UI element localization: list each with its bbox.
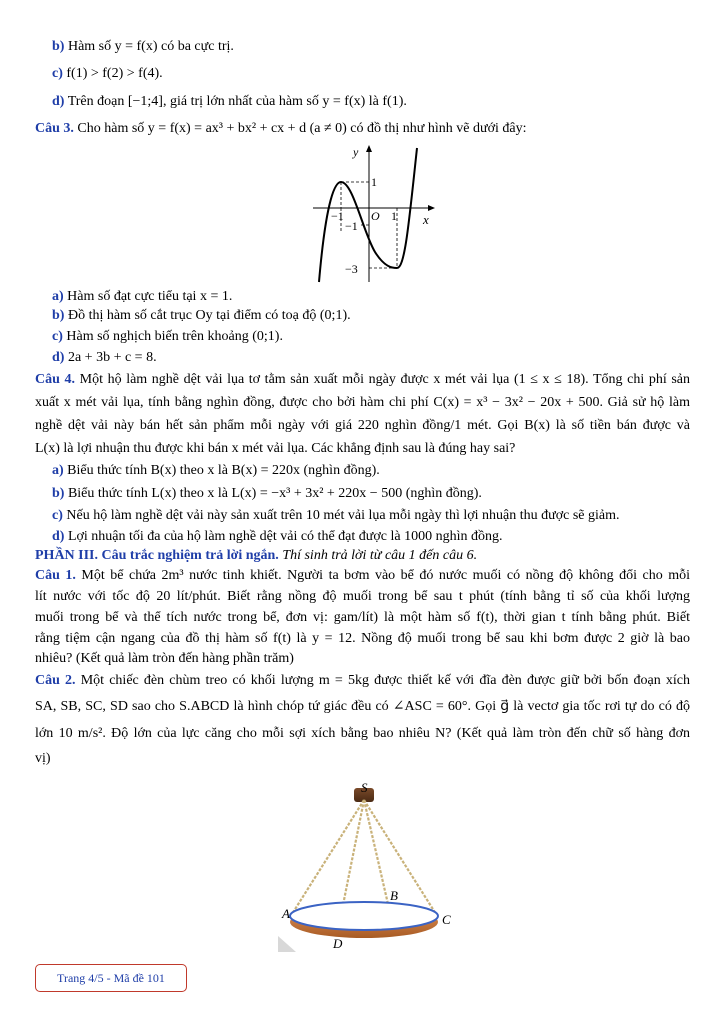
cau3-item-a [52, 288, 232, 306]
item-text: Hàm số y = f(x) có ba cực trị. [67, 39, 234, 54]
item-label: c) [52, 66, 63, 81]
cau3-stem [35, 120, 526, 138]
item-label: b) [52, 39, 65, 54]
cau4-item-a [52, 462, 380, 480]
item-text: Biểu thức tính L(x) theo x là L(x) = −x³ + 3x² + 220x − 500 (nghìn đồng). [67, 486, 482, 501]
item-label: a) [52, 289, 64, 304]
question-title: Câu 3. [35, 121, 74, 136]
cau4-line4: L(x) là lợi nhuận thu được khi bán x mét vải lụa. Các khẳng định sau là đúng hay sai? [35, 441, 516, 456]
p3c1-line2: lít nước với tốc độ 20 lít/phút. Biết rằng nồng độ muối trong bể sau t phút (tính bằng tỉ số của khối lượng [35, 589, 690, 604]
cau4-line1 [35, 371, 690, 389]
item-label: c) [52, 329, 63, 344]
question-title: Câu 1. [35, 568, 76, 583]
question-text: Một hộ làm nghề dệt vải lụa tơ tằm sản xuất mỗi ngày được x mét vải lụa (1 ≤ x ≤ 18). Tổng chi phí sản [79, 372, 691, 387]
label-D: D [333, 936, 343, 951]
label-C: C [442, 912, 451, 927]
p3c1-line4: rằng tiệm cận ngang của đồ thị hàm số f(t) là y = 12. Nồng độ muối trong bể sau khi bơm được 2 giờ là bao [35, 631, 690, 646]
cau3-item-b [52, 307, 351, 325]
p3c2-line3: lớn 10 m/s². Độ lớn của lực căng cho mỗi sợi xích bằng bao nhiêu N? (Kết quả làm tròn đến chữ số hàng đơn [35, 726, 690, 741]
tick-y-neg3: −3 [345, 262, 358, 276]
item-text: 2a + 3b + c = 8. [67, 350, 157, 365]
item-text: Hàm số đạt cực tiểu tại x = 1. [67, 289, 233, 304]
tick-x-pos: 1 [391, 209, 397, 223]
item-text: Đồ thị hàm số cắt trục Oy tại điểm có toạ độ (0;1). [67, 308, 351, 323]
cau4-item-b [52, 485, 482, 503]
item-text: Trên đoạn [−1;4], giá trị lớn nhất của hàm số y = f(x) là f(1). [67, 94, 407, 109]
cau3-item-d [52, 349, 157, 367]
question-title: Câu 4. [35, 372, 76, 387]
label-S: S [361, 780, 368, 795]
chandelier-figure [270, 780, 470, 955]
disk-top [290, 902, 438, 930]
p3c2-line2: SA, SB, SC, SD sao cho S.ABCD là hình chóp tứ giác đều có ∠ASC = 60°. Gọi g⃗ là vectơ gia tốc rơi tự do có độ [35, 699, 690, 714]
item-text: f(1) > f(2) > f(4). [66, 66, 163, 81]
item-label: b) [52, 308, 65, 323]
origin-label: O [371, 209, 380, 223]
page-footer: Trang 4/5 - Mã đề 101 [35, 964, 187, 992]
item-text: Hàm số nghịch biến trên khoảng (0;1). [66, 329, 283, 344]
y-axis-label: y [353, 145, 359, 159]
tick-y-pos: 1 [371, 175, 377, 189]
question-title: Câu 2. [35, 673, 76, 688]
x-axis-label: x [423, 212, 429, 227]
part-title: PHẦN III. Câu trắc nghiệm trả lời ngắn. [35, 548, 279, 563]
cubic-graph [305, 142, 445, 284]
tick-y-neg1: −1 [345, 219, 358, 233]
p3c1-line1 [35, 567, 690, 585]
p3c2-line1 [35, 672, 690, 690]
p3c1-line3: muối trong bể và thể tích nước trong bể, đơn vị: gam/lít) là một hàm số f(t), thời gian t tính bằng phút. Biết [35, 610, 690, 625]
question-text: Một bể chứa 2m³ nước tinh khiết. Người ta bơm vào bể đó nước muối có nồng độ không đổi cho mỗi [81, 568, 691, 583]
item-label: c) [52, 508, 63, 523]
label-B: B [390, 888, 398, 903]
p3c1-line5: nhiêu? (Kết quả làm tròn đến hàng phần trăm) [35, 651, 294, 666]
prev-item-c [52, 65, 163, 83]
cau3-item-c [52, 328, 283, 346]
item-label: a) [52, 463, 64, 478]
x-axis-arrow [428, 205, 435, 211]
item-label: d) [52, 529, 65, 544]
item-text: Lợi nhuận tối đa của hộ làm nghề dệt vải có thể đạt được là 1000 nghìn đồng. [67, 529, 503, 544]
label-A: A [282, 906, 290, 921]
tick-x-neg: −1 [331, 209, 344, 223]
cau4-line3: nghề dệt vải này bán hết sản phẩm mỗi ngày với giá 220 nghìn đồng/1 mét. Gọi B(x) là số tiền bán được và [35, 418, 690, 433]
item-label: d) [52, 350, 65, 365]
cau4-line2: xuất x mét vải lụa, tính bằng nghìn đồng, được cho bởi hàm chi phí C(x) = x³ − 3x² − 20x + 500. Giả sử hộ làm [35, 395, 690, 410]
part-instruction: Thí sinh trả lời từ câu 1 đến câu 6. [282, 548, 478, 563]
item-text: Biểu thức tính B(x) theo x là B(x) = 220x (nghìn đồng). [67, 463, 380, 478]
prev-item-d [52, 93, 407, 111]
item-text: Nếu hộ làm nghề dệt vải này sản xuất trên 10 mét vải lụa mỗi ngày thì lợi nhuận thu được sẽ giảm. [66, 508, 620, 523]
question-text: Một chiếc đèn chùm treo có khối lượng m = 5kg được thiết kế với đĩa đèn được giữ bởi bốn đoạn xích [80, 673, 690, 688]
p3c2-line4: vị) [35, 751, 51, 766]
item-label: b) [52, 486, 65, 501]
part3-heading [35, 547, 477, 565]
cau4-item-d [52, 528, 502, 546]
y-axis-arrow [366, 145, 372, 152]
question-text: Cho hàm số y = f(x) = ax³ + bx² + cx + d (a ≠ 0) có đồ thị như hình vẽ dưới đây: [77, 121, 527, 136]
cau4-item-c [52, 507, 620, 525]
prev-item-b [52, 38, 234, 56]
image-corner-fold [278, 936, 296, 952]
item-label: d) [52, 94, 65, 109]
